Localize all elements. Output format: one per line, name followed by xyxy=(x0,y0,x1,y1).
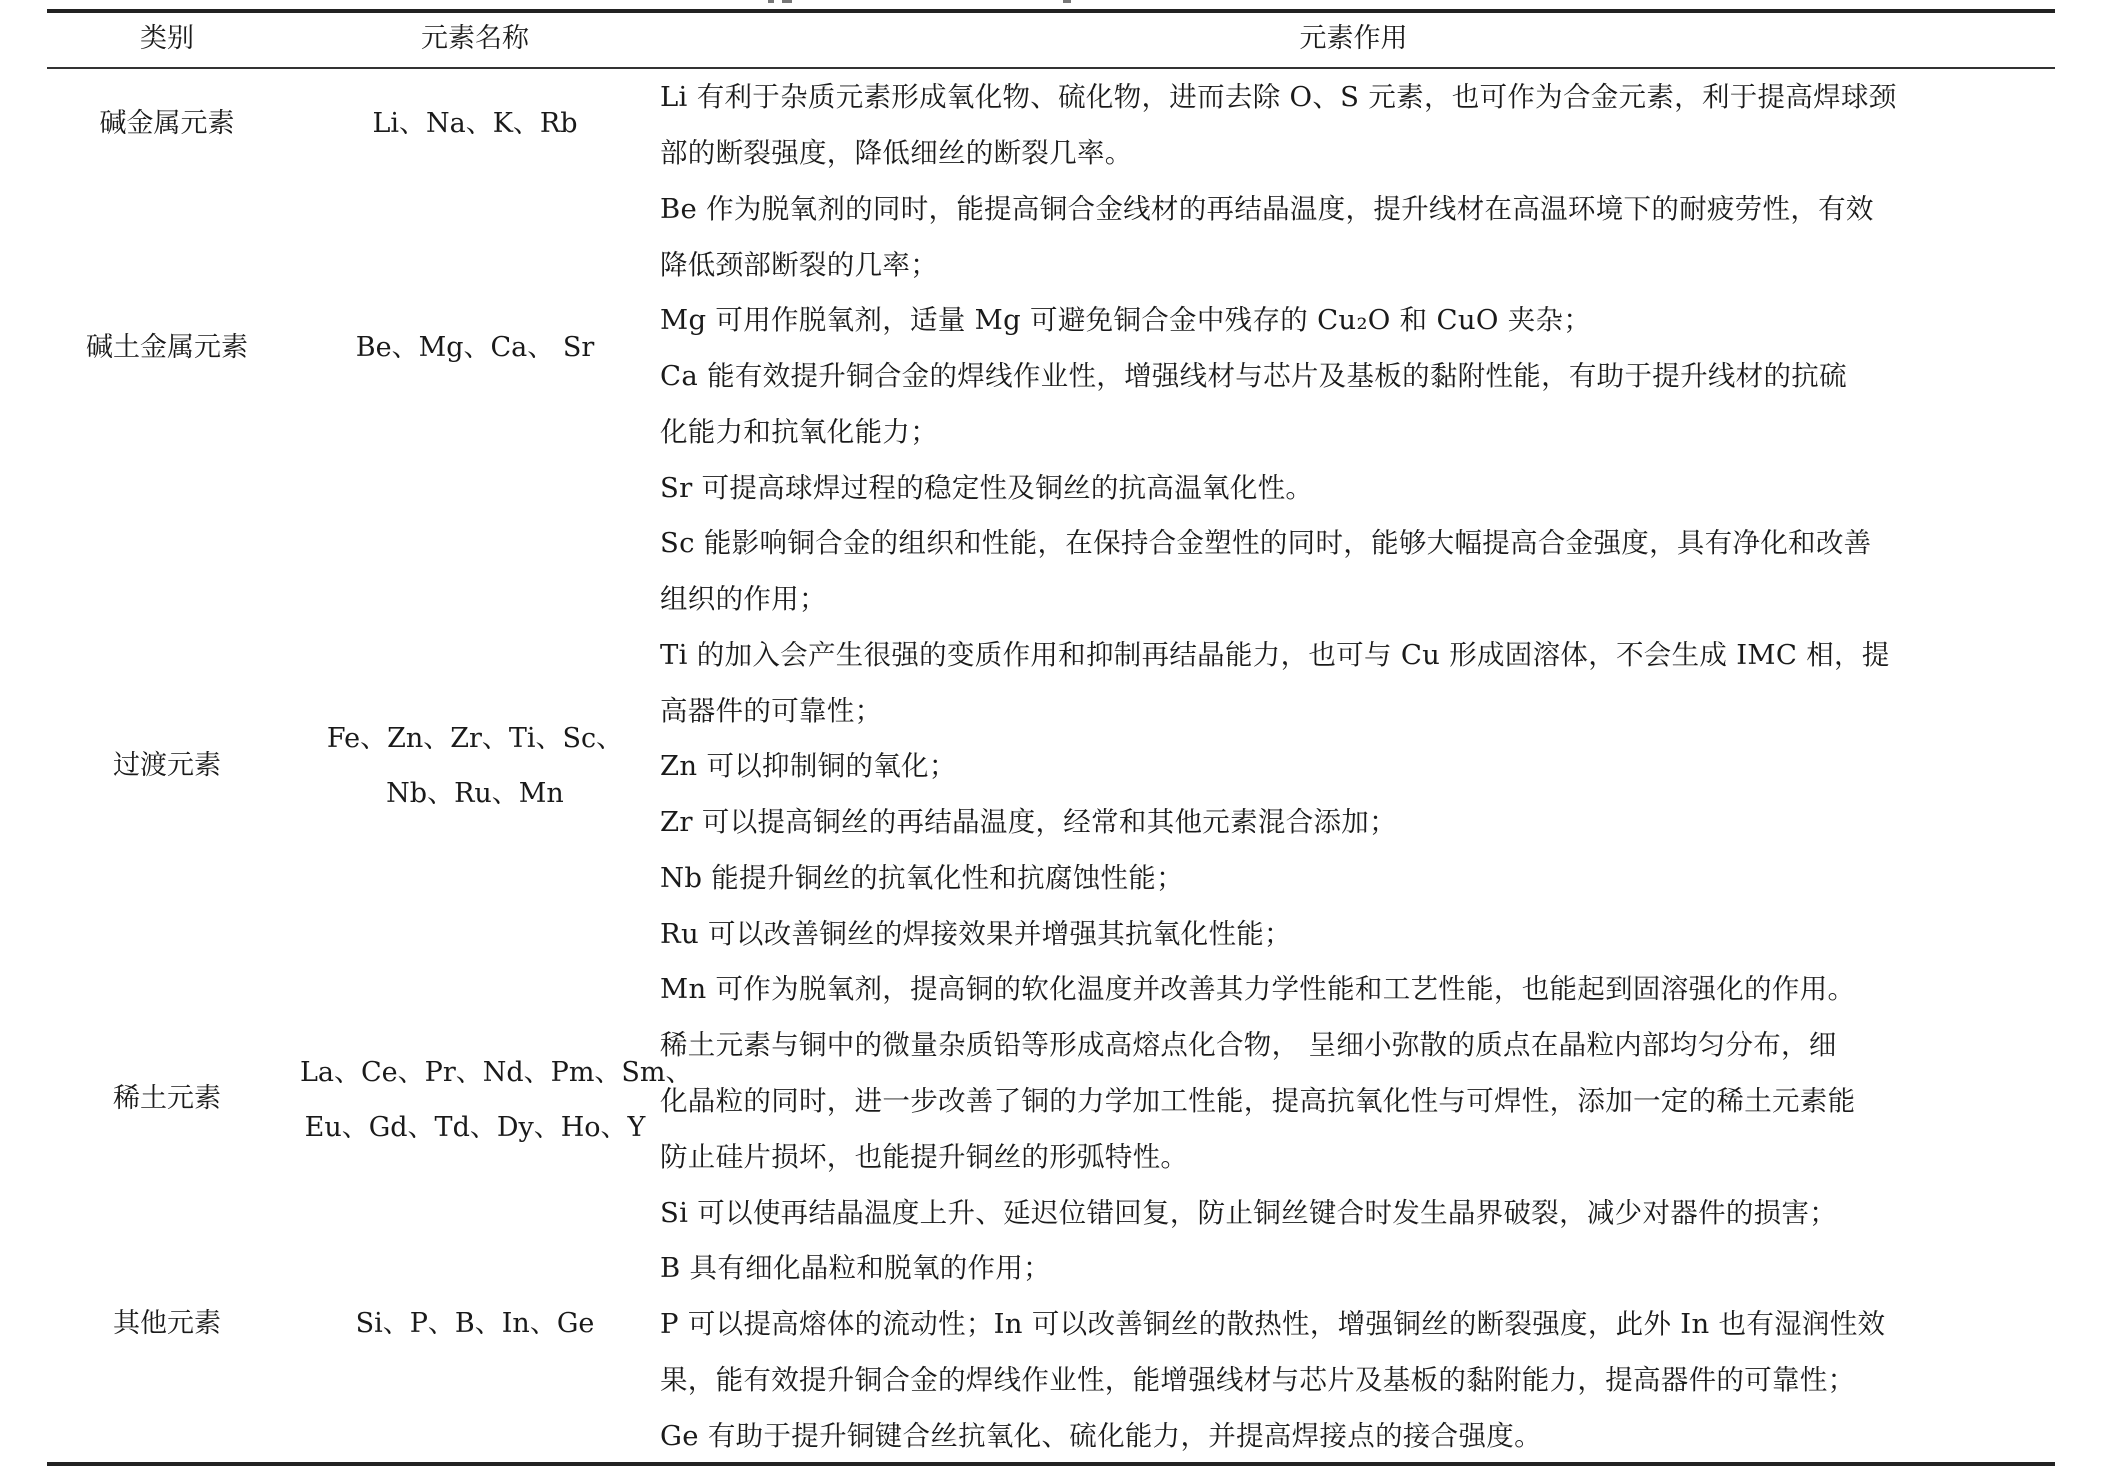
row-category: 碱金属元素 xyxy=(99,108,235,139)
effect-line: 高器件的可靠性； xyxy=(660,695,883,727)
effect-line: 果，能有效提升铜合金的焊线作业性，能增强线材与芯片及基板的黏附能力，提高器件的可靠性； xyxy=(660,1364,1856,1396)
row-elements-line-2: Nb、Ru、Mn xyxy=(386,778,564,809)
row-elements: Si、P、B、In、Ge xyxy=(355,1308,595,1339)
row-category: 稀土元素 xyxy=(113,1083,221,1114)
effect-line: Mg 可用作脱氧剂，适量 Mg 可避免铜合金中残存的 Cu₂O 和 CuO 夹杂； xyxy=(660,304,1592,336)
effect-line: 部的断裂强度，降低细丝的断裂几率。 xyxy=(660,137,1133,169)
effect-line: 化能力和抗氧化能力； xyxy=(660,416,938,448)
effect-line: P 可以提高熔体的流动性；In 可以改善铜丝的散热性，增强铜丝的断裂强度，此外 In 也有湿润性效 xyxy=(660,1308,1886,1340)
row-category: 其他元素 xyxy=(113,1308,221,1339)
row-elements-line-1: La、Ce、Pr、Nd、Pm、Sm、 xyxy=(300,1057,693,1088)
effect-line: Zn 可以抑制铜的氧化； xyxy=(660,750,957,782)
effect-line: Mn 可作为脱氧剂，提高铜的软化温度并改善其力学性能和工艺性能，也能起到固溶强化的作用。 xyxy=(660,973,1856,1005)
effect-line: Ca 能有效提升铜合金的焊线作业性，增强线材与芯片及基板的黏附性能，有助于提升线材的抗硫 xyxy=(660,360,1847,392)
effect-line: Zr 可以提高铜丝的再结晶温度，经常和其他元素混合添加； xyxy=(660,806,1397,838)
table-bottom-rule xyxy=(47,1462,2055,1466)
effect-line: Nb 能提升铜丝的抗氧化性和抗腐蚀性能； xyxy=(660,862,1184,894)
effect-line: 组织的作用； xyxy=(660,583,827,615)
effect-line: B 具有细化晶粒和脱氧的作用； xyxy=(660,1252,1051,1284)
header-category: 类别 xyxy=(140,23,194,54)
effect-line: 防止硅片损坏，也能提升铜丝的形弧特性。 xyxy=(660,1141,1189,1173)
clipped-caption-fragment xyxy=(1063,0,1071,3)
effect-line: 降低颈部断裂的几率； xyxy=(660,249,938,281)
clipped-caption-fragment xyxy=(768,0,774,3)
effect-line: Si 可以使再结晶温度上升、延迟位错回复，防止铜丝键合时发生晶界破裂，减少对器件的损害； xyxy=(660,1197,1838,1229)
row-elements: Be、Mg、Ca、 Sr xyxy=(355,332,595,363)
effect-line: Ti 的加入会产生很强的变质作用和抑制再结晶能力，也可与 Cu 形成固溶体，不会生成 IMC 相，提 xyxy=(660,639,1890,671)
clipped-caption-fragment xyxy=(782,0,792,3)
header-element-effects: 元素作用 xyxy=(1299,23,1408,54)
row-category: 过渡元素 xyxy=(113,750,221,781)
row-category: 碱土金属元素 xyxy=(86,332,248,363)
effect-line: 化晶粒的同时，进一步改善了铜的力学加工性能，提高抗氧化性与可焊性，添加一定的稀土元素能 xyxy=(660,1085,1856,1117)
effect-line: Be 作为脱氧剂的同时，能提高铜合金线材的再结晶温度，提升线材在高温环境下的耐疲劳性，有效 xyxy=(660,193,1874,225)
effect-line: Li 有利于杂质元素形成氧化物、硫化物，进而去除 O、S 元素，也可作为合金元素，利于提高焊球颈 xyxy=(660,81,1897,113)
row-elements-line-2: Eu、Gd、Td、Dy、Ho、Y xyxy=(304,1112,646,1143)
row-elements-line-1: Fe、Zn、Zr、Ti、Sc、 xyxy=(326,723,624,754)
effect-line: Sr 可提高球焊过程的稳定性及铜丝的抗高温氧化性。 xyxy=(660,472,1314,504)
row-elements: Li、Na、K、Rb xyxy=(372,108,578,139)
header-element-names: 元素名称 xyxy=(421,23,529,54)
effect-line: Sc 能影响铜合金的组织和性能，在保持合金塑性的同时，能够大幅提高合金强度，具有净化和改善 xyxy=(660,527,1872,559)
effect-line: 稀土元素与铜中的微量杂质铅等形成高熔点化合物， 呈细小弥散的质点在晶粒内部均匀分布，细 xyxy=(660,1029,1837,1061)
effect-line: Ge 有助于提升铜键合丝抗氧化、硫化能力，并提高焊接点的接合强度。 xyxy=(660,1420,1542,1452)
effect-line: Ru 可以改善铜丝的焊接效果并增强其抗氧化性能； xyxy=(660,918,1292,950)
